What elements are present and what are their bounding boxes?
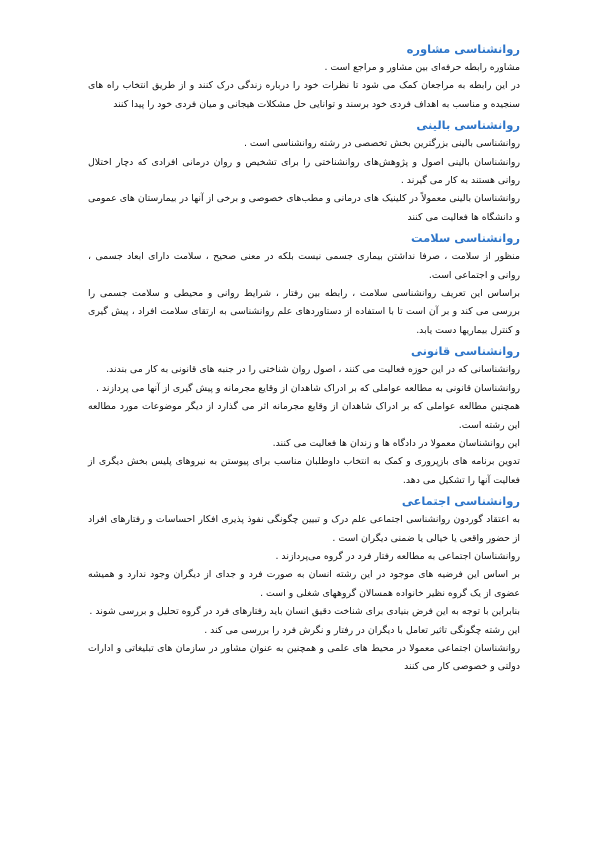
paragraph: بنابراین با توجه به این فرض بنیادی برای شناخت دقیق انسان باید رفتارهای فرد در گروه تحلیل و بررسی شوند . [89, 606, 520, 618]
paragraph: به اعتقاد گوردون روانشناسی اجتماعی علم درک و تبیین چگونگی نفوذ پذیری افکار احساسات و رفتارهای افراد از حضور واقعی یا خیالی یا ضمنی دیگران است . [88, 514, 520, 544]
section-title-social: روانشناسی اجتماعی [401, 494, 520, 509]
paragraph: روانشناسان اجتماعی معمولا در محیط های علمی و همچنین به عنوان مشاور در سازمان های تبلیغاتی و ادارات دولتی و خصوصی کار می کنند [88, 642, 520, 673]
paragraph: این رشته چگونگی تاثیر تعامل با دیگران در رفتار و نگرش فرد را بررسی می کند . [204, 624, 520, 636]
paragraph: روانشناسان قانونی به مطالعه عواملی که بر ادراک شاهدان از وقایع مجرمانه و پیش گیری از آنها می پردازند . [95, 382, 520, 394]
paragraph: براساس این تعریف روانشناسی سلامت ، رابطه بین رفتار ، شرایط روانی و محیطی و سلامت جسمی را بررسی می کند و بر آن است تا با استفاده از دستاوردهای علم روانشناسی به ارتقای سلامت افراد ، پیش گیری و کنترل بیماریها دست یابد. [88, 288, 520, 336]
paragraph: همچنین مطالعه عواملی که بر ادراک شاهدان از وقایع مجرمانه اثر می گذارد از دیگر موضوعات مورد مطالعه این رشته است. [88, 401, 520, 431]
paragraph: روانشناسان بالینی معمولاً در کلینیک های درمانی و مطب‌های خصوصی و برخی از آنها در بیمارستان های عمومی و دانشگاه ها فعالیت می کنند [88, 193, 520, 223]
paragraph: روانشناسی بالینی بزرگترین بخش تخصصی در رشته روانشناسی است . [243, 138, 520, 150]
section-title-clinical: روانشناسی بالینی [416, 118, 520, 133]
paragraph: منظور از سلامت ، صرفا نداشتن بیماری جسمی نیست بلکه در معنی صحیح ، سلامت دارای ابعاد جسمی ، روانی و اجتماعی است. [88, 251, 520, 281]
paragraph: روانشناسان اجتماعی به مطالعه رفتار فرد در گروه می‌پردازند . [275, 550, 520, 562]
paragraph: روانشناسان بالینی اصول و پژوهش‌های روانشناختی را برای تشخیص و روان درمانی افرادی که دچار اختلال روانی هستند به کار می گیرند . [88, 156, 520, 187]
section-title-health: روانشناسی سلامت [410, 231, 520, 246]
paragraph: مشاوره رابطه حرفه‌ای بین مشاور و مراجع است . [324, 62, 520, 73]
paragraph: در این رابطه به مراجعان کمک می شود تا نظرات خود را درباره زندگی درک کنند و از طریق انتخاب راه های سنجیده و مناسب به اهداف فردی خود برسند و توانایی حل مشکلات هیجانی و میان فردی خود را پیدا کنند [88, 80, 520, 110]
section-title-counseling: روانشناسی مشاوره [406, 42, 520, 56]
paragraph: این روانشناسان معمولا در دادگاه ها و زندان ها فعالیت می کنند. [272, 437, 520, 449]
document-page [88, 38, 520, 677]
section-title-forensic: روانشناسی قانونی [410, 344, 520, 359]
paragraph: روانشناسانی که در این حوزه فعالیت می کنند ، اصول روان شناختی را در جنبه های قانونی به کار می بندند. [106, 364, 520, 376]
paragraph: بر اساس این فرضیه های موجود در این رشته انسان به صورت فرد و جدای از دیگران وجود ندارد و همیشه عضوی از یک گروه نظیر خانواده همسالان گروههای شغلی و است . [88, 569, 520, 599]
paragraph: تدوین برنامه های بازپروری و کمک به انتخاب داوطلبان مناسب برای پیوستن به نیروهای پلیس بخش دیگری از فعالیت آنها را تشکیل می دهد. [88, 456, 520, 486]
